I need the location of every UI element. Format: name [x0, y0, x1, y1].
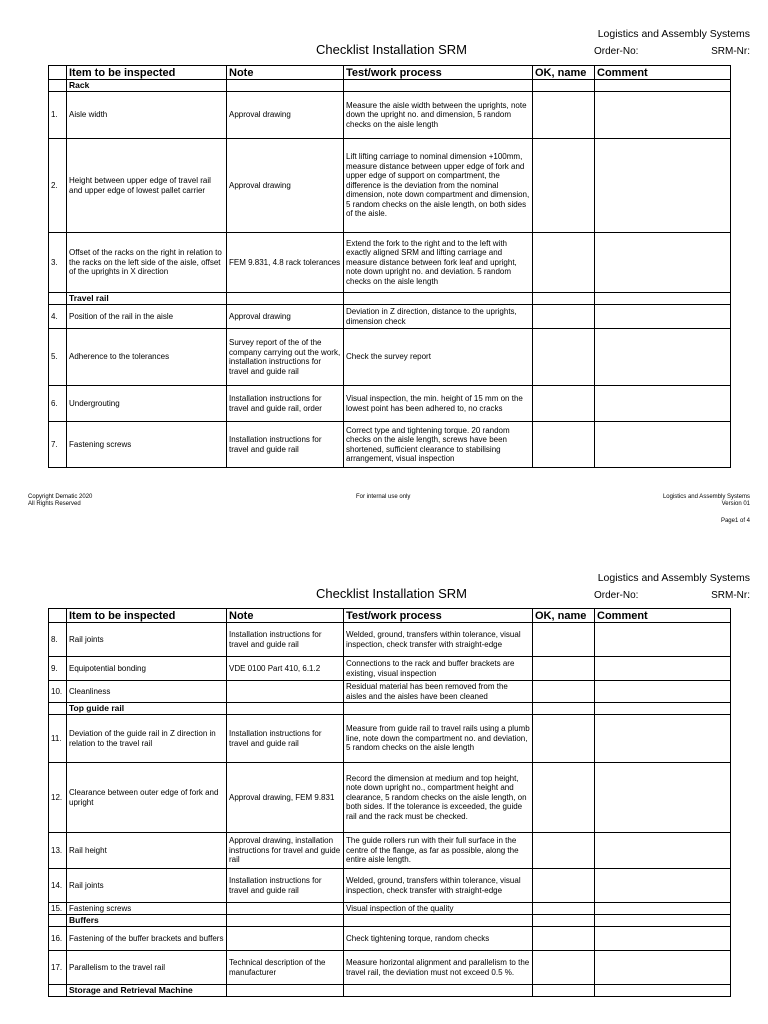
- row-process: Residual material has been removed from the aisles and the aisles have been cleaned: [344, 681, 533, 703]
- row-item: Cleanliness: [67, 681, 227, 703]
- row-comment-cell[interactable]: [595, 833, 731, 869]
- row-number: 8.: [49, 623, 67, 657]
- table-row: [49, 763, 731, 833]
- row-note: [227, 681, 344, 703]
- section-row: [49, 703, 731, 715]
- version-text: Version 01: [721, 501, 750, 507]
- section-label: Rack: [67, 80, 227, 92]
- section-row: [49, 80, 731, 92]
- row-comment-cell[interactable]: [595, 951, 731, 985]
- row-comment-cell[interactable]: [595, 657, 731, 681]
- table-row: [49, 329, 731, 386]
- table-row: [49, 903, 731, 915]
- header-comment: Comment: [595, 609, 731, 623]
- section-label: Buffers: [67, 915, 227, 927]
- section-label: Storage and Retrieval Machine: [67, 985, 227, 997]
- row-ok-name-cell[interactable]: [533, 763, 595, 833]
- row-item: Height between upper edge of travel rail and upper edge of lowest pallet carrier: [67, 139, 227, 233]
- row-item: Offset of the racks on the right in relation to the racks on the left side of the aisle, offset of the uprights in X direction: [67, 233, 227, 293]
- row-comment-cell[interactable]: [595, 305, 731, 329]
- copyright-text: Copyright Dematic 2020: [28, 494, 93, 500]
- section-row: [49, 985, 731, 997]
- row-number: 3.: [49, 233, 67, 293]
- row-number: 9.: [49, 657, 67, 681]
- srm-nr-label: SRM-Nr:: [711, 590, 750, 601]
- row-item: Fastening screws: [67, 422, 227, 468]
- row-comment-cell[interactable]: [595, 681, 731, 703]
- row-note: [227, 903, 344, 915]
- checklist-table: [48, 65, 731, 468]
- row-note: Approval drawing, FEM 9.831: [227, 763, 344, 833]
- row-number: 12.: [49, 763, 67, 833]
- header-comment: Comment: [595, 66, 731, 80]
- table-row: [49, 951, 731, 985]
- row-number: 15.: [49, 903, 67, 915]
- row-item: Fastening of the buffer brackets and buffers: [67, 927, 227, 951]
- row-note: Approval drawing: [227, 92, 344, 139]
- row-ok-name-cell[interactable]: [533, 233, 595, 293]
- row-ok-name-cell[interactable]: [533, 715, 595, 763]
- table-row: [49, 422, 731, 468]
- row-comment-cell[interactable]: [595, 233, 731, 293]
- row-process: Welded, ground, transfers within tolerance, visual inspection, check transfer with straight-edge: [344, 869, 533, 903]
- footer-internal: For internal use only: [356, 494, 411, 500]
- table-row: [49, 233, 731, 293]
- table-row: [49, 927, 731, 951]
- header-ok-name: OK, name: [533, 66, 595, 80]
- row-item: Position of the rail in the aisle: [67, 305, 227, 329]
- page-number: Page1 of 4: [720, 518, 750, 524]
- row-process: The guide rollers run with their full surface in the centre of the flange, as far as possible, along the entire aisle length.: [344, 833, 533, 869]
- row-note: Installation instructions for travel and guide rail, order: [227, 386, 344, 422]
- row-process: Welded, ground, transfers within tolerance, visual inspection, check transfer with straight-edge: [344, 623, 533, 657]
- row-number: 6.: [49, 386, 67, 422]
- row-number: 2.: [49, 139, 67, 233]
- company-name: Logistics and Assembly Systems: [597, 572, 750, 584]
- row-ok-name-cell[interactable]: [533, 903, 595, 915]
- table-row: [49, 92, 731, 139]
- row-item: Rail joints: [67, 869, 227, 903]
- row-item: Undergrouting: [67, 386, 227, 422]
- row-ok-name-cell[interactable]: [533, 623, 595, 657]
- row-comment-cell[interactable]: [595, 386, 731, 422]
- row-comment-cell[interactable]: [595, 422, 731, 468]
- row-number: 11.: [49, 715, 67, 763]
- row-process: Visual inspection of the quality: [344, 903, 533, 915]
- row-note: Approval drawing: [227, 139, 344, 233]
- table-header-row: [49, 66, 731, 80]
- rights-text: All Rights Reserved: [28, 501, 81, 507]
- srm-nr-label: SRM-Nr:: [711, 46, 750, 57]
- table-row: [49, 623, 731, 657]
- row-number: 13.: [49, 833, 67, 869]
- table-row: [49, 657, 731, 681]
- company-name: Logistics and Assembly Systems: [597, 28, 750, 40]
- row-ok-name-cell[interactable]: [533, 927, 595, 951]
- row-note: Installation instructions for travel and guide rail: [227, 869, 344, 903]
- header-num: [49, 609, 67, 623]
- row-item: Adherence to the tolerances: [67, 329, 227, 386]
- row-note: Approval drawing, installation instructions for travel and guide rail: [227, 833, 344, 869]
- row-process: Lift lifting carriage to nominal dimension +100mm, measure distance between upper edge of fork and upper edge of support on compartment, the difference is the deviation from the nominal dimension, note down compartment and dimension, 5 random checks on the aisle length, on both sides of the aisle.: [344, 139, 533, 233]
- row-number: 1.: [49, 92, 67, 139]
- table-row: [49, 715, 731, 763]
- row-process: Deviation in Z direction, distance to the uprights, dimension check: [344, 305, 533, 329]
- header-note: Note: [227, 609, 344, 623]
- section-label: Top guide rail: [67, 703, 227, 715]
- row-item: Deviation of the guide rail in Z direction in relation to the travel rail: [67, 715, 227, 763]
- row-note: Installation instructions for travel and guide rail: [227, 715, 344, 763]
- header-item: Item to be inspected: [67, 66, 227, 80]
- row-number: 7.: [49, 422, 67, 468]
- section-row: [49, 915, 731, 927]
- row-note: Survey report of the of the company carrying out the work, installation instructions for travel and guide rail: [227, 329, 344, 386]
- order-no-label: Order-No:: [594, 590, 639, 601]
- table-row: [49, 386, 731, 422]
- row-process: Measure from guide rail to travel rails using a plumb line, note down the compartment no. and deviation, 5 random checks on the aisle length: [344, 715, 533, 763]
- row-item: Rail height: [67, 833, 227, 869]
- section-label: Travel rail: [67, 293, 227, 305]
- page-title: Checklist Installation SRM: [316, 42, 467, 57]
- row-ok-name-cell[interactable]: [533, 386, 595, 422]
- row-number: 4.: [49, 305, 67, 329]
- row-ok-name-cell[interactable]: [533, 139, 595, 233]
- row-comment-cell[interactable]: [595, 903, 731, 915]
- footer-company-text: Logistics and Assembly Systems: [662, 494, 750, 500]
- row-process: Extend the fork to the right and to the left with exactly aligned SRM and lifting carriage and measure distance between fork leaf and upright, note down upright no. and deviation. 5 random checks on the aisle length: [344, 233, 533, 293]
- row-note: FEM 9.831, 4.8 rack tolerances: [227, 233, 344, 293]
- row-process: Correct type and tightening torque. 20 random checks on the aisle length, screws have been shortened, sufficient clearance to stabilising arrangement, visual inspection: [344, 422, 533, 468]
- row-comment-cell[interactable]: [595, 92, 731, 139]
- row-number: 16.: [49, 927, 67, 951]
- row-comment-cell[interactable]: [595, 869, 731, 903]
- row-comment-cell[interactable]: [595, 139, 731, 233]
- header-process: Test/work process: [344, 609, 533, 623]
- table-row: [49, 833, 731, 869]
- document-page-2: [0, 560, 768, 1024]
- footer-company-version: [663, 494, 750, 508]
- page-title: Checklist Installation SRM: [316, 586, 467, 601]
- row-ok-name-cell[interactable]: [533, 329, 595, 386]
- row-process: Check the survey report: [344, 329, 533, 386]
- row-number: 14.: [49, 869, 67, 903]
- row-process: Check tightening torque, random checks: [344, 927, 533, 951]
- row-process: Measure horizontal alignment and parallelism to the travel rail, the deviation must not exceed 0.5 %.: [344, 951, 533, 985]
- row-item: Aisle width: [67, 92, 227, 139]
- row-ok-name-cell[interactable]: [533, 681, 595, 703]
- row-comment-cell[interactable]: [595, 927, 731, 951]
- row-ok-name-cell[interactable]: [533, 305, 595, 329]
- row-ok-name-cell[interactable]: [533, 657, 595, 681]
- table-row: [49, 305, 731, 329]
- row-number: 17.: [49, 951, 67, 985]
- row-note: Installation instructions for travel and guide rail: [227, 623, 344, 657]
- row-item: Clearance between outer edge of fork and upright: [67, 763, 227, 833]
- row-process: Record the dimension at medium and top height, note down upright no., compartment height and clearance, 5 random checks on the aisle length, on both sides. If the tolerance is exceeded, the guide rail and the rack must be checked.: [344, 763, 533, 833]
- row-ok-name-cell[interactable]: [533, 92, 595, 139]
- row-item: Equipotential bonding: [67, 657, 227, 681]
- order-no-label: Order-No:: [594, 46, 639, 57]
- row-ok-name-cell[interactable]: [533, 422, 595, 468]
- row-note: [227, 927, 344, 951]
- table-row: [49, 139, 731, 233]
- row-comment-cell[interactable]: [595, 329, 731, 386]
- section-row: [49, 293, 731, 305]
- header-process: Test/work process: [344, 66, 533, 80]
- row-note: Approval drawing: [227, 305, 344, 329]
- row-ok-name-cell[interactable]: [533, 951, 595, 985]
- header-note: Note: [227, 66, 344, 80]
- header-item: Item to be inspected: [67, 609, 227, 623]
- table-header-row: [49, 609, 731, 623]
- row-note: Technical description of the manufacturer: [227, 951, 344, 985]
- row-note: VDE 0100 Part 410, 6.1.2: [227, 657, 344, 681]
- row-comment-cell[interactable]: [595, 623, 731, 657]
- row-item: Fastening screws: [67, 903, 227, 915]
- row-item: Rail joints: [67, 623, 227, 657]
- row-number: 10.: [49, 681, 67, 703]
- row-number: 5.: [49, 329, 67, 386]
- header-ok-name: OK, name: [533, 609, 595, 623]
- row-ok-name-cell[interactable]: [533, 833, 595, 869]
- table-row: [49, 869, 731, 903]
- row-note: Installation instructions for travel and guide rail: [227, 422, 344, 468]
- row-item: Parallelism to the travel rail: [67, 951, 227, 985]
- row-comment-cell[interactable]: [595, 763, 731, 833]
- checklist-table: [48, 608, 731, 997]
- row-process: Measure the aisle width between the uprights, note down the upright no. and dimension, 5 random checks on the aisle length: [344, 92, 533, 139]
- header-num: [49, 66, 67, 80]
- row-comment-cell[interactable]: [595, 715, 731, 763]
- row-process: Connections to the rack and buffer brackets are existing, visual inspection: [344, 657, 533, 681]
- table-row: [49, 681, 731, 703]
- footer-copyright: [28, 494, 92, 508]
- row-process: Visual inspection, the min. height of 15 mm on the lowest point has been adhered to, no cracks: [344, 386, 533, 422]
- row-ok-name-cell[interactable]: [533, 869, 595, 903]
